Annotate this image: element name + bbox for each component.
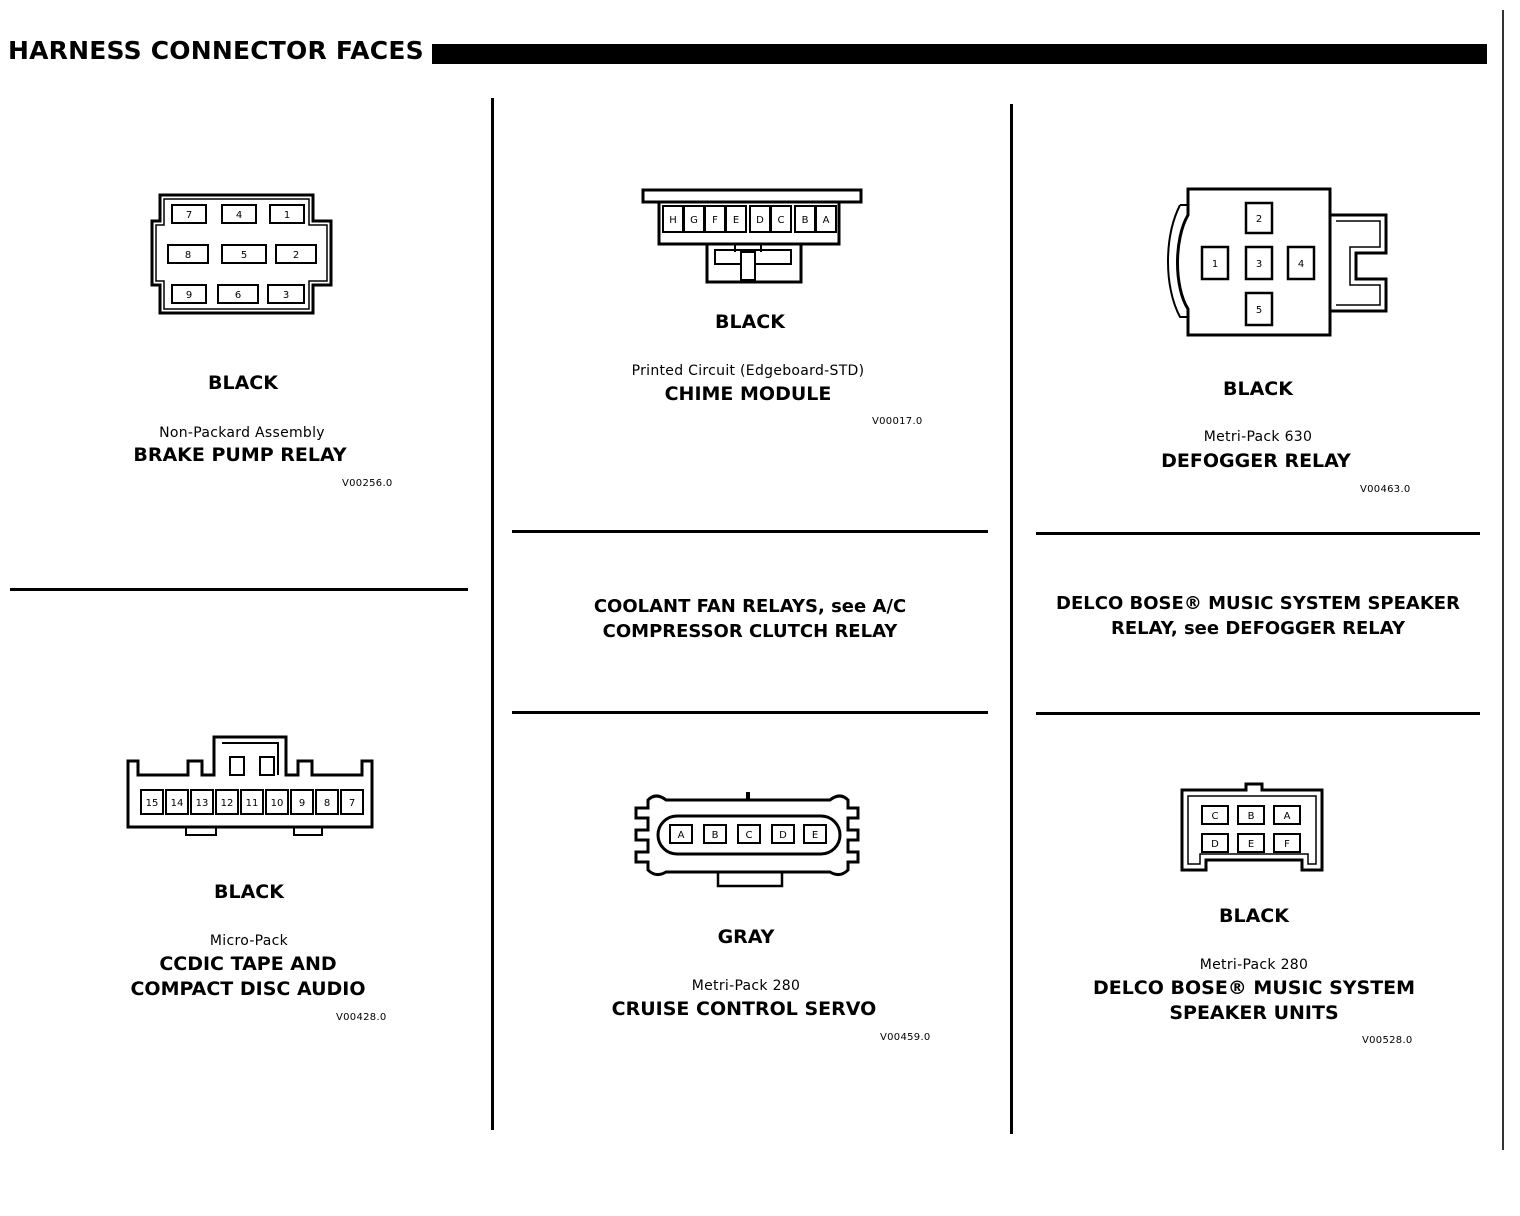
brake-pump-relay-type: Non-Packard Assembly — [159, 425, 325, 441]
divider-center-top — [512, 530, 988, 533]
ccdic-name-line1: CCDIC TAPE AND — [159, 953, 337, 975]
bose-note-line2: RELAY, see DEFOGGER RELAY — [1110, 618, 1406, 639]
brake-pump-relay-connector — [150, 193, 335, 315]
page-edge-mark — [1502, 10, 1504, 1150]
ccdic-connector — [126, 735, 376, 839]
bose-speaker-name-line1: DELCO BOSE® MUSIC SYSTEM — [1092, 977, 1416, 999]
defogger-pin-1: 1 — [1211, 259, 1219, 270]
divider-center-bottom — [512, 711, 988, 714]
chime-module-connector — [641, 188, 863, 286]
defogger-pin-4: 4 — [1297, 259, 1305, 270]
bose-pin-f: F — [1284, 839, 1290, 850]
chime-module-code: V00017.0 — [872, 416, 923, 427]
brake-pin-9: 9 — [185, 290, 193, 301]
cruise-servo-code: V00459.0 — [880, 1032, 931, 1043]
ccdic-pin-13: 13 — [195, 798, 209, 809]
coolant-note-line1: COOLANT FAN RELAYS, see A/C — [593, 596, 907, 617]
ccdic-code: V00428.0 — [336, 1012, 387, 1023]
ccdic-pin-15: 15 — [145, 798, 159, 809]
bose-speaker-connector — [1178, 780, 1328, 880]
bose-pin-c: C — [1211, 811, 1219, 822]
bose-speaker-name — [1084, 976, 1424, 1026]
defogger-relay-type: Metri-Pack 630 — [1203, 429, 1313, 445]
brake-pin-6: 6 — [234, 290, 242, 301]
page-title: HARNESS CONNECTOR FACES — [8, 36, 424, 65]
cruise-pin-d: D — [779, 830, 787, 841]
cruise-servo-name: CRUISE CONTROL SERVO — [611, 998, 877, 1020]
bose-pin-a: A — [1283, 811, 1291, 822]
chime-module-color: BLACK — [715, 311, 785, 333]
cruise-pin-c: C — [745, 830, 753, 841]
defogger-pin-5: 5 — [1255, 305, 1263, 316]
ccdic-color: BLACK — [214, 881, 284, 903]
chime-pin-g: G — [690, 215, 698, 226]
cruise-pin-e: E — [811, 830, 819, 841]
chime-pin-b: B — [801, 215, 809, 226]
chime-module-type: Printed Circuit (Edgeboard-STD) — [631, 363, 865, 379]
bose-pin-e: E — [1247, 839, 1255, 850]
chime-pin-e: E — [732, 215, 740, 226]
brake-pin-1: 1 — [283, 210, 291, 221]
ccdic-pin-10: 10 — [270, 798, 284, 809]
defogger-relay-code: V00463.0 — [1360, 484, 1411, 495]
coolant-note-line2: COMPRESSOR CLUTCH RELAY — [602, 621, 898, 642]
bose-speaker-color: BLACK — [1219, 905, 1289, 927]
ccdic-pin-14: 14 — [170, 798, 184, 809]
ccdic-name-line2: COMPACT DISC AUDIO — [130, 978, 366, 1000]
divider-vertical-left — [491, 98, 494, 1130]
ccdic-name — [98, 952, 398, 1002]
bose-pin-b: B — [1247, 811, 1255, 822]
bose-note-line1: DELCO BOSE® MUSIC SYSTEM SPEAKER — [1056, 593, 1460, 614]
cruise-servo-color: GRAY — [717, 926, 775, 948]
bose-speaker-code: V00528.0 — [1362, 1035, 1413, 1046]
cruise-servo-connector — [630, 790, 866, 890]
coolant-fan-relays-note — [512, 594, 988, 644]
defogger-relay-color: BLACK — [1223, 378, 1293, 400]
chime-pin-d: D — [756, 215, 764, 226]
brake-pin-4: 4 — [235, 210, 243, 221]
divider-right-bottom — [1036, 712, 1480, 715]
ccdic-pin-11: 11 — [245, 798, 259, 809]
ccdic-pin-9: 9 — [298, 798, 306, 809]
cruise-servo-type: Metri-Pack 280 — [691, 978, 801, 994]
chime-pin-f: F — [712, 215, 718, 226]
chime-pin-a: A — [822, 215, 830, 226]
defogger-relay-name: DEFOGGER RELAY — [1161, 450, 1351, 472]
bose-speaker-relay-note — [1026, 591, 1490, 641]
cruise-pin-b: B — [711, 830, 719, 841]
brake-pin-8: 8 — [184, 250, 192, 261]
divider-vertical-right — [1010, 104, 1013, 1134]
defogger-pin-2: 2 — [1255, 214, 1263, 225]
brake-pin-2: 2 — [292, 250, 300, 261]
cruise-pin-a: A — [677, 830, 685, 841]
header-bar — [432, 44, 1487, 64]
brake-pump-relay-color: BLACK — [208, 372, 278, 394]
ccdic-pin-8: 8 — [323, 798, 331, 809]
divider-left-middle — [10, 588, 468, 591]
chime-pin-h: H — [669, 215, 677, 226]
bose-pin-d: D — [1211, 839, 1219, 850]
brake-pin-3: 3 — [282, 290, 290, 301]
ccdic-pin-7: 7 — [348, 798, 356, 809]
brake-pin-7: 7 — [185, 210, 193, 221]
bose-speaker-name-line2: SPEAKER UNITS — [1169, 1002, 1339, 1024]
ccdic-type: Micro-Pack — [209, 933, 289, 949]
bose-speaker-type: Metri-Pack 280 — [1199, 957, 1309, 973]
defogger-pin-3: 3 — [1255, 259, 1263, 270]
brake-pump-relay-code: V00256.0 — [342, 478, 393, 489]
divider-right-top — [1036, 532, 1480, 535]
brake-pin-5: 5 — [240, 250, 248, 261]
chime-module-name: CHIME MODULE — [664, 383, 832, 405]
chime-pin-c: C — [777, 215, 785, 226]
defogger-relay-connector — [1160, 187, 1392, 339]
ccdic-pin-12: 12 — [220, 798, 234, 809]
brake-pump-relay-name: BRAKE PUMP RELAY — [133, 444, 347, 466]
